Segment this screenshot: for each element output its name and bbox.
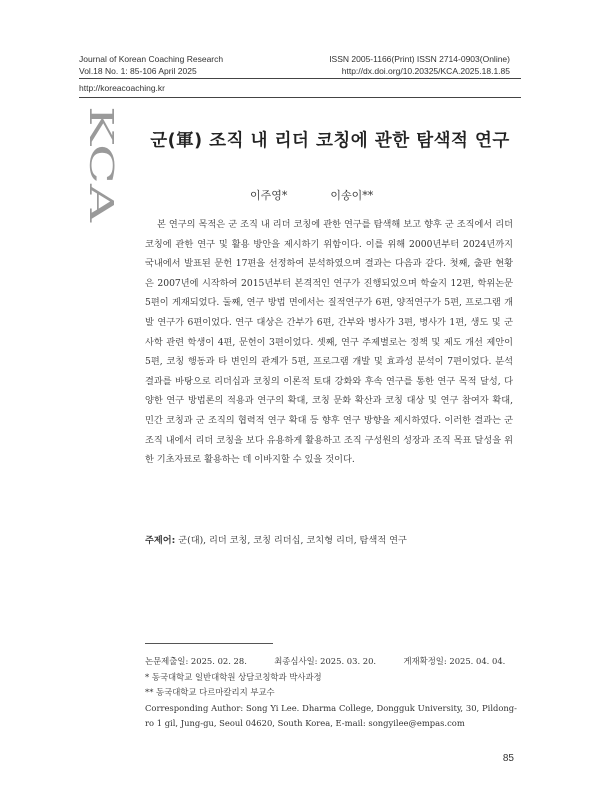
page-number: 85	[502, 753, 514, 764]
footnote-rule	[145, 643, 273, 644]
reviewed-date: 최종심사일: 2025. 03. 20.	[274, 656, 377, 666]
abstract: 본 연구의 목적은 군 조직 내 리더 코칭에 관한 연구를 탐색해 보고 향후 군 조직에서 리더 코칭에 관한 연구 및 활용 방안을 제시하기 위함이다. 이를 위해 2000년부터 2024년까지 국내에서 발표된 문헌 17편을 선정하여 분석하였으며 결과는 다음과 같다. 첫째, 출판 현황은 2007년에 시작하여 2015년부터 본격적인 연구가 진행되었으며 학술지 12편, 학위논문 5편이 게재되었다. 둘째, 연구 방법 면에서는 질적연구가 6편, 양적연구가 5편, 프로그램 개발 연구가 6편이었다. 연구 대상은 간부가 6편, 간부와 병사가 3편, 병사가 1편, 생도 및 군사학 관련 학생이 4편, 문헌이 3편이었다. 셋째, 연구 주제별로는 정책 및 제도 개선 제안이 5편, 코칭 행동과 타 변인의 관계가 5편, 프로그램 개발 및 효과성 분석이 7편이었다. 분석 결과를 바탕으로 리더십과 코칭의 이론적 토대 강화와 후속 연구를 통한 연구 목적 달성, 다양한 연구 방법론의 적용과 연구의 확대, 코칭 문화 확산과 코칭 대상 및 연구 참여자 확대, 민간 코칭과 군 조직의 협력적 연구 확대 등 향후 연구 방향을 제시하였다. 이러한 결과는 군 조직 내에서 리더 코칭을 보다 유용하게 활용하고 조직 구성원의 성장과 조직 목표 달성을 위한 기초자료로 활용하는 데 이바지할 수 있을 것이다.	[145, 219, 513, 466]
journal-info	[79, 53, 223, 77]
accepted-date: 게재확정일: 2025. 04. 04.	[403, 656, 506, 666]
corresponding-author: Corresponding Author: Song Yi Lee. Dharma College, Dongguk University, 30, Pildong-ro 1 gil, Jung-gu, Seoul 04620, South Korea, E-mail: songyilee@empas.com	[145, 702, 517, 728]
keywords	[145, 532, 513, 546]
author-list	[250, 187, 373, 203]
header-rule-bottom	[79, 97, 521, 98]
submission-dates	[145, 654, 517, 670]
author2-affiliation: ** 동국대학교 다르마칼리지 부교수	[145, 687, 275, 697]
kca-logo	[82, 106, 121, 224]
paper-title: 군(軍) 조직 내 리더 코칭에 관한 탐색적 연구	[150, 131, 510, 151]
keywords-label: 주제어:	[145, 535, 176, 546]
kca-logo-text: KCA	[82, 106, 121, 179]
journal-name: Journal of Korean Coaching Research	[79, 54, 224, 64]
author-1: 이주영*	[250, 189, 288, 202]
received-date: 논문제출일: 2025. 02. 28.	[145, 656, 247, 666]
issn-doi-info	[329, 53, 510, 77]
issn: ISSN 2005-1166(Print) ISSN 2714-0903(Online)	[329, 54, 510, 64]
doi-link[interactable]: http://dx.doi.org/10.20325/KCA.2025.18.1.85	[341, 66, 510, 76]
header-rule-top	[79, 78, 521, 79]
keywords-text: 군(대), 리더 코칭, 코칭 리더십, 코치형 리더, 탐색적 연구	[178, 535, 407, 546]
author-2: 이송이**	[330, 189, 374, 202]
footnotes	[145, 654, 517, 732]
journal-url[interactable]: http://koreacoaching.kr	[79, 83, 165, 93]
journal-volume: Vol.18 No. 1: 85-106 April 2025	[79, 66, 197, 76]
author1-affiliation: * 동국대학교 일반대학원 상담코칭학과 박사과정	[145, 671, 322, 682]
